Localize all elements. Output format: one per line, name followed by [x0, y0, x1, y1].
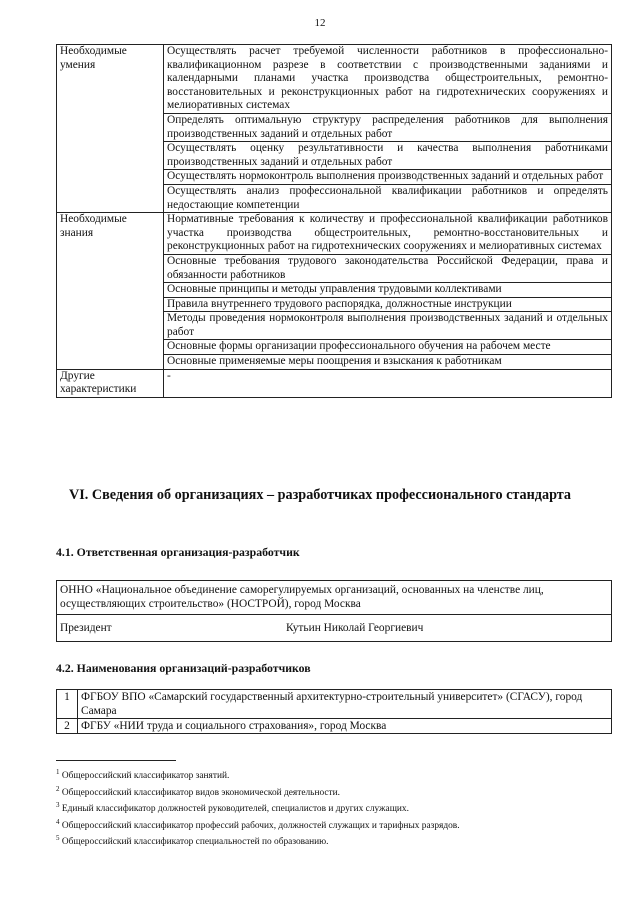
responsible-heading: 4.1. Ответственная организация-разработчик — [56, 545, 300, 559]
table-row — [57, 719, 612, 734]
responsible-org-box — [56, 580, 612, 642]
footnote — [56, 766, 460, 783]
president-row — [57, 615, 611, 641]
footnote-text: Общероссийский классификатор профессий рабочих, должностей служащих и тарифных разрядов. — [61, 820, 460, 831]
developer-name: ФГБУ «НИИ труда и социального страхования», город Москва — [78, 719, 612, 734]
knowledge-item: Основные формы организации профессионального обучения на рабочем месте — [164, 340, 612, 355]
table-row — [57, 45, 612, 114]
other-value: - — [164, 369, 612, 397]
page-number: 12 — [314, 17, 326, 29]
knowledge-item: Основные принципы и методы управления трудовыми коллективами — [164, 283, 612, 298]
table-row — [57, 213, 612, 255]
footnote — [56, 783, 460, 800]
footnote-number: 2 — [56, 784, 60, 793]
knowledge-item: Правила внутреннего трудового распорядка, должностные инструкции — [164, 297, 612, 312]
knowledge-label: Необходимые знания — [57, 213, 164, 370]
footnote-number: 3 — [56, 801, 60, 810]
skill-item: Осуществлять анализ профессиональной квалификации работников и определять недостающие компетенции — [164, 184, 612, 212]
footnote — [56, 816, 460, 833]
footnote-number: 4 — [56, 817, 60, 826]
section-title: VI. Сведения об организациях – разработчиках профессионального стандарта — [68, 487, 572, 503]
footnote — [56, 832, 460, 849]
responsible-org: ОННО «Национальное объединение саморегулируемых организаций, основанных на членстве лиц, осуществляющих строительство» (НОСТРОЙ), город Москва — [57, 581, 611, 615]
footnote-divider — [56, 760, 176, 761]
skill-item: Осуществлять оценку результативности и качества выполнения работниками производственных заданий и отдельных работ — [164, 142, 612, 170]
skill-item: Определять оптимальную структуру распределения работников для выполнения производственных заданий и отдельных работ — [164, 113, 612, 141]
developer-number: 2 — [57, 719, 78, 734]
developer-number: 1 — [57, 690, 78, 719]
footnote-text: Единый классификатор должностей руководителей, специалистов и других служащих. — [61, 804, 409, 815]
skills-label: Необходимые умения — [57, 45, 164, 213]
footnote-text: Общероссийский классификатор занятий. — [61, 771, 230, 782]
knowledge-item: Основные требования трудового законодательства Российской Федерации, права и обязанности работников — [164, 254, 612, 282]
other-label: Другие характеристики — [57, 369, 164, 397]
developers-table — [56, 689, 612, 734]
knowledge-item: Нормативные требования к количеству и профессиональной квалификации работников участка производства общестроительных, ремонтно-восстановительных и реконструкционных работ на гидротехнических сооружениях и мелиоративных системах — [164, 213, 612, 255]
footnote — [56, 799, 460, 816]
requirements-table — [56, 44, 612, 398]
knowledge-item: Основные применяемые меры поощрения и взыскания к работникам — [164, 355, 612, 370]
footnote-text: Общероссийский классификатор видов экономической деятельности. — [61, 787, 341, 798]
president-position: Президент — [60, 622, 112, 634]
skill-item: Осуществлять нормоконтроль выполнения производственных заданий и отдельных работ — [164, 170, 612, 185]
table-row — [57, 369, 612, 397]
table-row — [57, 690, 612, 719]
footnotes — [56, 766, 460, 849]
president-name: Кутьин Николай Георгиевич — [286, 622, 424, 634]
developer-name: ФГБОУ ВПО «Самарский государственный архитектурно-строительный университет» (СГАСУ), город Самара — [78, 690, 612, 719]
footnote-number: 5 — [56, 834, 60, 843]
knowledge-item: Методы проведения нормоконтроля выполнения производственных заданий и отдельных работ — [164, 312, 612, 340]
footnote-number: 1 — [56, 768, 60, 776]
skill-item: Осуществлять расчет требуемой численности работников в профессионально-квалификационном разрезе в соответствии с производственными заданиями и календарными планами участка производства общестроительных, ремонтно-восстановительных и реконструкционных работ на гидротехнических сооружениях и мелиоративных системах — [164, 45, 612, 114]
footnote-text: Общероссийский классификатор специальностей по образованию. — [61, 837, 329, 848]
developers-heading: 4.2. Наименования организаций-разработчиков — [56, 661, 311, 675]
